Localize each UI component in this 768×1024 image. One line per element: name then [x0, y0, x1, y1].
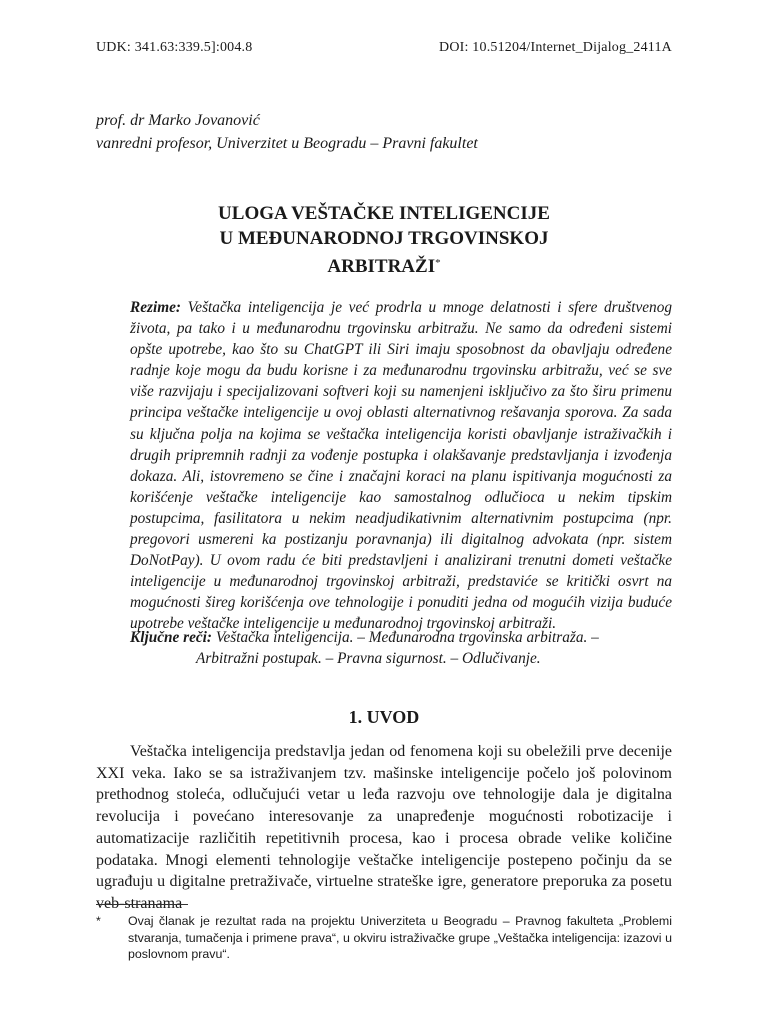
footnote-text: Ovaj članak je rezultat rada na projektu Univerziteta u Beogradu – Pravnog fakulteta „Problemi stvaranja, tumačenja i primene prava“, u okviru istraživačke grupe „Veštačka inteligencija: izazovi u poslovnom pravu“. [128, 914, 672, 961]
footnote-divider [96, 904, 188, 905]
page-header [96, 40, 672, 56]
body-paragraph: Veštačka inteligencija predstavlja jedan od fenomena koji su obeležili prve decenije XXI veka. Iako se sa istraživanjem tzv. mašinske inteligencije počelo još polovinom prethodnog stoleća, odlučujući vetar u leđa razvoju ove tehnologije dala je digitalna revolucija i povećano interesovanje za unapređenje mogućnosti robotizacije i automatizacije različitih repetitivnih procesa, kao i procesa obrade velike količine podataka. Mnogi elementi tehnologije veštačke inteligencije postepeno počinju da se ugrađuju u digitalne pretraživače, virtuelne strateške igre, generatore preporuka za posetu veb-stranama [96, 743, 672, 912]
keywords-label: Ključne reči: [130, 629, 212, 646]
footnote [96, 913, 672, 963]
abstract-label: Rezime: [130, 299, 181, 316]
author-affiliation: vanredni profesor, Univerzitet u Beogradu – Pravni fakultet [96, 135, 478, 152]
keywords [130, 627, 672, 669]
title-line-1: ULOGA VEŠTAČKE INTELIGENCIJE [218, 203, 550, 224]
title-footnote-mark[interactable]: * [435, 257, 441, 269]
keywords-line-1: Veštačka inteligencija. – Međunarodna trgovinska arbitraža. – [215, 629, 599, 646]
article-title [96, 201, 672, 279]
udk-code: UDK: 341.63:339.5]:004.8 [96, 40, 253, 55]
footnote-mark: * [96, 914, 101, 928]
title-line-2: U MEĐUNARODNOJ TRGOVINSKOJ [219, 228, 549, 249]
title-line-3 [96, 251, 672, 279]
section-heading: 1. UVOD [348, 707, 420, 727]
abstract-text: Veštačka inteligencija je već prodrla u mnoge delatnosti i sfere društvenog života, pa tako i u međunarodnu trgovinsku arbitražu. Ne samo da određeni sistemi opšte upotrebe, kao što su ChatGPT ili Siri imaju sposobnost da obavljaju određene radnje koje mogu da budu korisne i za međunarodnu trgovinsku arbitražu, već se sve više razvijaju i specijalizovani softveri koji su namenjeni isključivo za što širu primenu principa veštačke inteligencije u ovoj oblasti alternativnog rešavanja sporova. Za sada su ključna polja na kojima se veštačka inteligencija koristi obavljanje istraživačkih i drugih pripremnih radnji za vođenje postupka i olakšavanje predstavljanja i izvođenja dokaza. Ali, istovremeno se čine i značajni koraci na planu ispitivanja mogućnosti za korišćenje veštačke inteligencije kao samostalnog odlučioca u nekim tipskim postupcima, fasilitatora u nekim neadjudikativnim alternativnim postupcima (npr. pregovori usmereni ka postizanju poravnanja) ili digitalnog advokata (npr. sistem DoNotPay). U ovom radu će biti predstavljeni i analizirani trenutni dometi veštačke inteligencije u međunarodnoj trgovinskoj arbitraži, predstaviće se kritički osvrt na mogućnosti šireg korišćenja ove tehnologije i ponuditi jedna od mogućih vizija buduće upotrebe veštačke inteligencije u međunarodnoj trgovinskoj arbitraži. [130, 299, 672, 633]
doi-code: DOI: 10.51204/Internet_Dijalog_2411A [439, 40, 672, 55]
author-block [96, 109, 672, 155]
abstract [130, 297, 672, 635]
title-line-3-text: ARBITRAŽI [327, 256, 436, 277]
author-name: prof. dr Marko Jovanović [96, 112, 260, 129]
keywords-line-2: Arbitražni postupak. – Pravna sigurnost. – Odlučivanje. [196, 650, 541, 668]
